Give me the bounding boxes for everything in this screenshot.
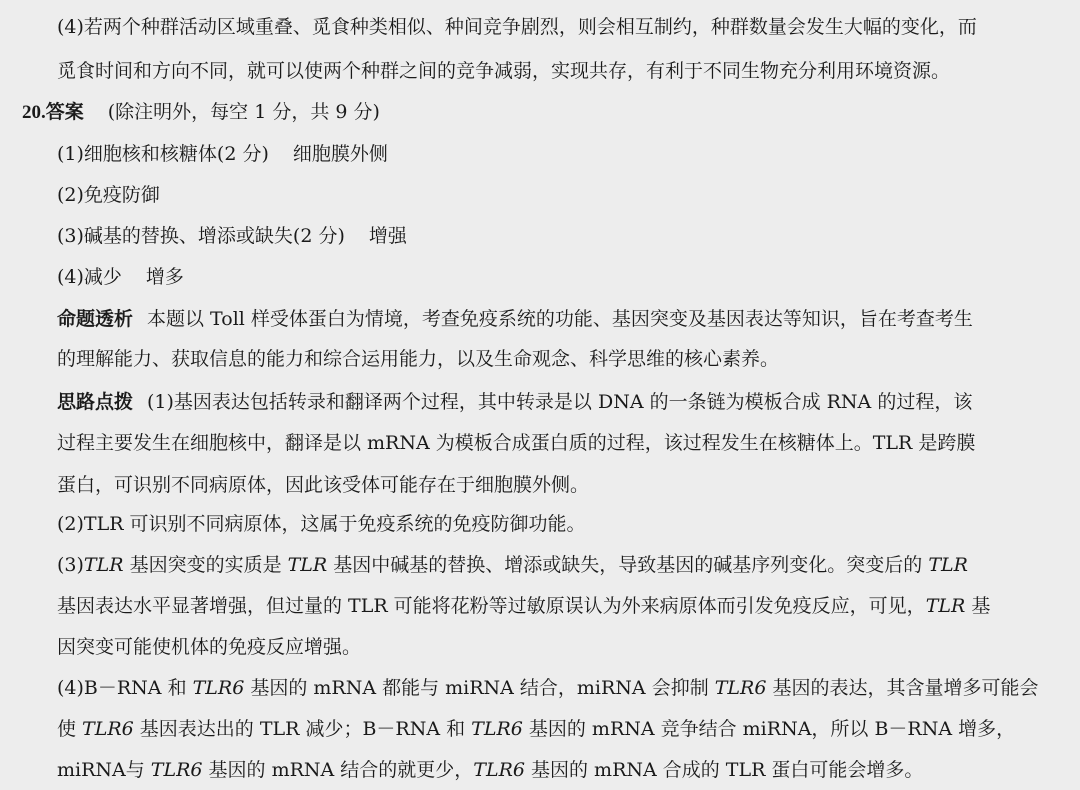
gene-name-italic: TLR6	[473, 759, 525, 781]
hints-p4-line-1: (4)B－RNA 和 TLR6 基因的 mRNA 都能与 miRNA 结合，miRNA 会抑制 TLR6 基因的表达，其含量增多可能会	[57, 677, 1039, 699]
answer-2-text: (2)免疫防御	[57, 184, 160, 206]
hints-label: 思路点拨	[57, 391, 134, 413]
answer-3-extra: 增强	[368, 225, 407, 247]
analysis-line-1	[57, 306, 973, 332]
hints-p3-line-3: 因突变可能使机体的免疫反应增强。	[57, 636, 362, 658]
hints-p2: (2)TLR 可识别不同病原体，这属于免疫系统的免疫防御功能。	[57, 513, 586, 535]
hints-p3-line-2: 基因表达水平显著增强，但过量的 TLR 可能将花粉等过敏原误认为外来病原体而引发免疫反应，可见，TLR 基	[57, 595, 991, 617]
gene-name-italic: TLR6	[714, 677, 767, 699]
answer-1-extra: 细胞膜外侧	[292, 143, 388, 165]
gene-name-italic: TLR6	[471, 718, 523, 740]
answer-4-text: (4)减少	[57, 266, 122, 288]
score-note: (除注明外，每空 1 分，共 9 分)	[107, 101, 380, 123]
gene-name-italic: TLR6	[82, 718, 134, 740]
prev-answer-line-1: (4)若两个种群活动区域重叠、觅食种类相似、种间竞争剧烈，则会相互制约，种群数量会发生大幅的变化，而	[57, 16, 977, 38]
answer-4-extra: 增多	[145, 266, 184, 288]
answer-2	[57, 182, 160, 208]
hints-p4-line-2: 使 TLR6 基因表达出的 TLR 减少；B－RNA 和 TLR6 基因的 mRNA 竞争结合 miRNA，所以 B－RNA 增多，	[57, 718, 1016, 740]
hints-p1-line-2: 过程主要发生在细胞核中，翻译是以 mRNA 为模板合成蛋白质的过程，该过程发生在核糖体上。TLR 是跨膜	[57, 432, 976, 454]
question-20-header	[22, 99, 380, 126]
analysis-label: 命题透析	[57, 308, 134, 330]
gene-name-italic: TLR	[287, 554, 328, 576]
hints-p4-line-3: miRNA与 TLR6 基因的 mRNA 结合的就更少，TLR6 基因的 mRNA 合成的 TLR 蛋白可能会增多。	[57, 759, 924, 781]
answer-3-text: (3)碱基的替换、增添或缺失(2 分)	[57, 225, 345, 247]
hints-p1-text-1: (1)基因表达包括转录和翻译两个过程，其中转录是以 DNA 的一条链为模板合成 RNA 的过程，该	[147, 391, 973, 413]
answer-1-text: (1)细胞核和核糖体(2 分)	[57, 143, 269, 165]
answer-1	[57, 141, 388, 167]
gene-name-italic: TLR6	[192, 677, 245, 699]
prev-answer-line-2: 觅食时间和方向不同，就可以使两个种群之间的竞争减弱，实现共存，有利于不同生物充分利用环境资源。	[57, 60, 951, 82]
answer-4	[57, 264, 184, 290]
gene-name-italic: TLR	[928, 554, 968, 576]
answer-3	[57, 223, 407, 249]
gene-name-italic: TLR6	[150, 759, 203, 781]
question-number: 20.	[22, 102, 46, 123]
answer-label: 答案	[45, 101, 84, 123]
gene-name-italic: TLR	[83, 554, 124, 576]
analysis-line-2: 的理解能力、获取信息的能力和综合运用能力，以及生命观念、科学思维的核心素养。	[57, 348, 780, 370]
hints-p3-line-1: (3)TLR 基因突变的实质是 TLR 基因中碱基的替换、增添或缺失，导致基因的碱基序列变化。突变后的 TLR	[57, 554, 968, 576]
analysis-text-1: 本题以 Toll 样受体蛋白为情境，考查免疫系统的功能、基因突变及基因表达等知识，旨在考查考生	[147, 308, 973, 330]
hints-line-1	[57, 389, 972, 415]
hints-p1-line-3: 蛋白，可识别不同病原体，因此该受体可能存在于细胞膜外侧。	[57, 474, 590, 496]
gene-name-italic: TLR	[925, 595, 966, 617]
